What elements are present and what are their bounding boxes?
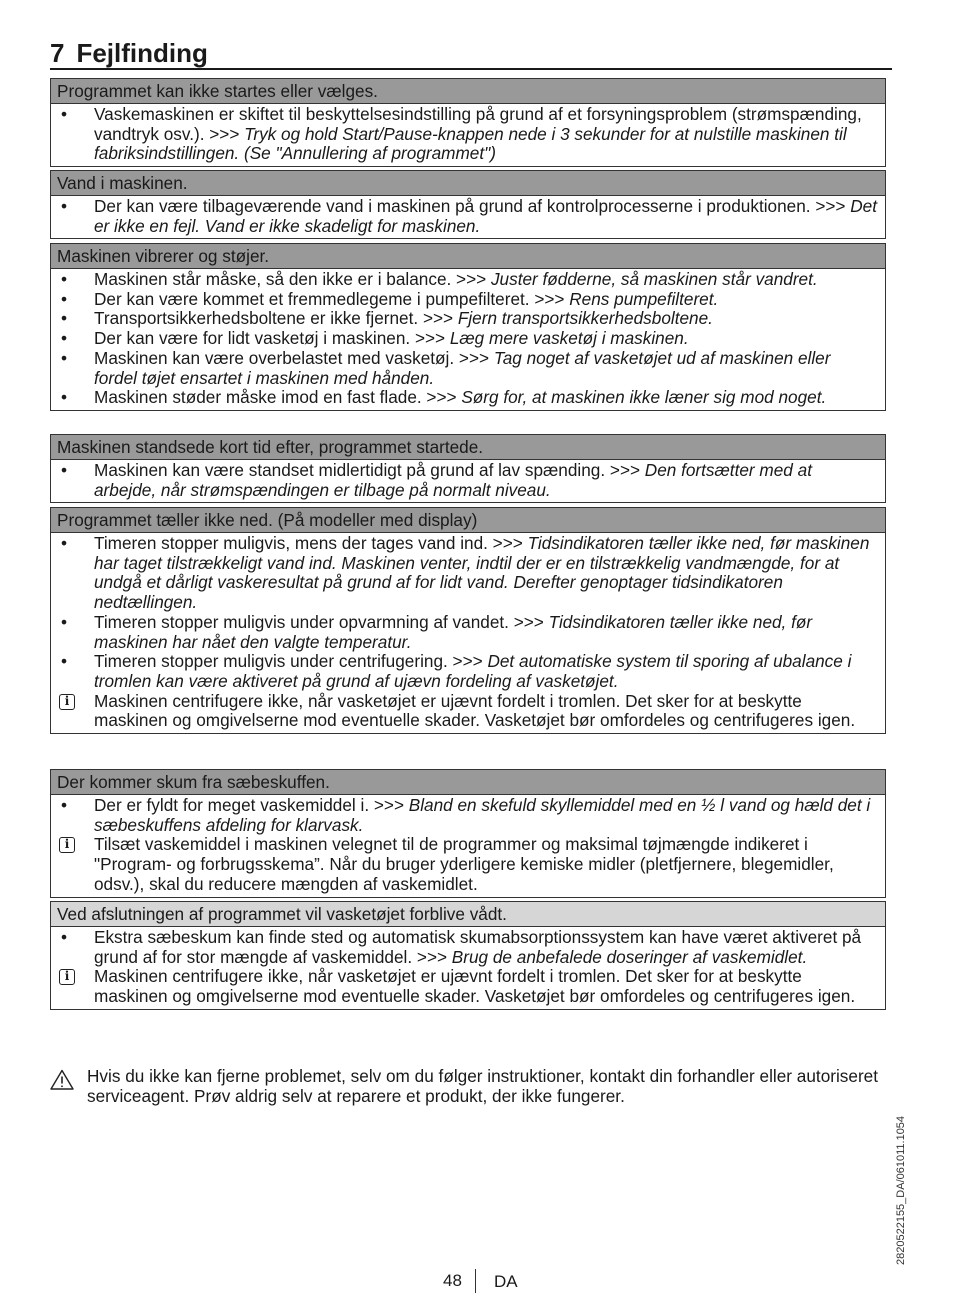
cause-text: Transportsikkerhedsboltene er ikke fjernet. >>> xyxy=(94,308,458,329)
bullet-mark: • xyxy=(61,651,68,672)
info-icon: i xyxy=(59,694,75,710)
trouble-block xyxy=(50,78,886,167)
info-icon: i xyxy=(59,969,75,985)
section-title: Fejlfinding xyxy=(76,38,208,68)
trouble-block xyxy=(50,434,886,503)
cause-text: Der kan være for lidt vasketøj i maskinen. >>> xyxy=(94,328,450,349)
trouble-block xyxy=(50,507,886,734)
remedy-text: Læg mere vasketøj i maskinen. xyxy=(449,328,689,349)
list-item xyxy=(57,461,877,500)
section-heading xyxy=(50,38,892,70)
note-text: Maskinen centrifugere ikke, når vasketøjet er ujævnt fordelt i tromlen. Det sker for at beskytte maskinen og omgivelserne mod eventuelle skader. Vasketøjet bør omfordeles og centrifugeres igen. xyxy=(94,690,856,731)
trouble-block xyxy=(50,243,886,411)
trouble-block xyxy=(50,769,886,898)
cause-text: Vaskemaskinen er skiftet til beskyttelsesindstilling på grund af et forsyningsproblem (strømspænding, vandtryk osv.). >>> xyxy=(94,104,862,144)
info-item xyxy=(57,692,877,731)
remedy-text: Juster fødderne, så maskinen står vandret. xyxy=(490,269,818,289)
problem-header: Vand i maskinen. xyxy=(51,170,885,196)
remedy-text: Det er ikke en fejl. Vand er ikke skadeligt for maskinen. xyxy=(94,196,877,236)
remedy-text: Tidsindikatoren tæller ikke ned, før maskinen har taget tilstrækkeligt vand ind. Maskinen venter, indtil der er en tilstrækkelig vandmængde, for at undgå et dårligt vaskeresultat på grund af for lidt vand. Derefter genoptager tidsindikatoren nedtællingen. xyxy=(94,533,870,613)
bullet-mark: • xyxy=(61,927,68,947)
bullet-mark: • xyxy=(61,347,68,368)
bullet-mark: • xyxy=(61,387,68,408)
problem-header: Der kommer skum fra sæbeskuffen. xyxy=(51,769,885,795)
cause-text: Maskinen støder måske imod en fast flade. >>> xyxy=(94,387,462,408)
bullet-mark: • xyxy=(61,328,68,349)
list-item xyxy=(57,534,877,613)
note-text: Tilsæt vaskemiddel i maskinen velegnet til de programmer og maksimal tøjmængde indikeret i "Program- og forbrugsskema”. Når du bruger yderligere kemiske midler (pletfjernere, blegemidler, odsv.), skal du reducere mængden af vaskemidlet. xyxy=(94,834,834,894)
info-item xyxy=(57,835,877,894)
remedy-text: Den fortsætter med at arbejde, når strømspændingen er tilbage på normalt niveau. xyxy=(94,460,812,500)
remedy-text: Tag noget af vasketøjet ud af maskinen eller fordel tøjet ensartet i maskinen med hånden. xyxy=(94,347,831,388)
remedy-text: Bland en skefuld skyllemiddel med en ½ l vand og hæld det i sæbeskuffens afdeling for klarvask. xyxy=(94,795,871,835)
list-item xyxy=(57,309,877,329)
list-item xyxy=(57,652,877,691)
remedy-text: Fjern transportsikkerhedsboltene. xyxy=(457,308,713,329)
language-code: DA xyxy=(494,1272,518,1291)
page-number: 48 xyxy=(443,1271,462,1290)
bullet-mark: • xyxy=(61,196,68,216)
remedy-text: Rens pumpefilteret. xyxy=(569,288,719,309)
warning-note xyxy=(50,1067,907,1106)
section-number: 7 xyxy=(50,38,65,68)
bullet-mark: • xyxy=(61,533,68,553)
cause-text: Timeren stopper muligvis, mens der tages vand ind. >>> xyxy=(94,533,528,553)
list-item xyxy=(57,105,877,164)
info-item xyxy=(57,967,877,1006)
list-item xyxy=(57,349,877,388)
cause-text: Maskinen står måske, så den ikke er i balance. >>> xyxy=(94,269,491,289)
warning-triangle-icon xyxy=(50,1069,74,1090)
list-item xyxy=(57,388,877,408)
list-item xyxy=(57,329,877,349)
list-item xyxy=(57,928,877,967)
cause-text: Maskinen kan være overbelastet med vasketøj. >>> xyxy=(94,347,494,368)
list-item xyxy=(57,270,877,290)
list-item xyxy=(57,290,877,310)
info-icon: i xyxy=(59,837,75,853)
bullet-mark: • xyxy=(61,104,68,124)
note-text: Maskinen centrifugere ikke, når vasketøjet er ujævnt fordelt i tromlen. Det sker for at beskytte maskinen og omgivelserne mod eventuelle skader. Vasketøjet bør omfordeles og centrifugeres igen. xyxy=(94,966,856,1007)
problem-header: Programmet kan ikke startes eller vælges. xyxy=(51,78,885,104)
cause-text: Der er fyldt for meget vaskemiddel i. >>> xyxy=(94,795,409,815)
cause-text: Ekstra sæbeskum kan finde sted og automatisk skumabsorptionssystem kan have været aktiveret på grund af for stor mængde af vaskemiddel. >>> xyxy=(94,927,862,967)
bullet-mark: • xyxy=(61,288,68,309)
trouble-block xyxy=(50,170,886,239)
document-code: 2820522155_DA/061011.1054 xyxy=(895,1115,907,1265)
cause-text: Der kan være kommet et fremmedlegeme i pumpefilteret. >>> xyxy=(94,288,570,309)
list-item xyxy=(57,796,877,835)
cause-text: Timeren stopper muligvis under opvarmning af vandet. >>> xyxy=(94,611,549,632)
warning-text: Hvis du ikke kan fjerne problemet, selv om du følger instruktioner, kontakt din forhandler eller autoriseret serviceagent. Prøv aldrig selv at reparere et produkt, der ikke fungerer. xyxy=(87,1066,879,1106)
list-item xyxy=(57,197,877,236)
problem-header: Maskinen standsede kort tid efter, programmet startede. xyxy=(51,434,885,460)
remedy-text: Tryk og hold Start/Pause-knappen nede i 3 sekunder for at nulstille maskinen til fabriksindstillingen. (Se "Annullering af programmet") xyxy=(94,123,847,164)
footer-divider xyxy=(475,1269,476,1293)
remedy-text: Brug de anbefalede doseringer af vaskemidlet. xyxy=(451,946,808,967)
cause-text: Timeren stopper muligvis under centrifugering. >>> xyxy=(94,651,488,672)
cause-text: Der kan være tilbageværende vand i maskinen på grund af kontrolprocesserne i produktionen. >>> xyxy=(94,196,851,216)
remedy-text: Sørg for, at maskinen ikke læner sig mod noget. xyxy=(461,387,827,408)
bullet-mark: • xyxy=(61,795,68,815)
trouble-block xyxy=(50,901,886,1010)
remedy-text: Det automatiske system til sporing af ubalance i tromlen kan være aktiveret på grund af ujævn fordeling af vasketøjet. xyxy=(94,651,852,691)
problem-header: Programmet tæller ikke ned. (På modeller med display) xyxy=(51,507,885,533)
page-footer xyxy=(0,1269,954,1293)
problem-header: Ved afslutningen af programmet vil vasketøjet forblive vådt. xyxy=(51,901,885,927)
bullet-mark: • xyxy=(61,611,68,632)
bullet-mark: • xyxy=(61,308,68,329)
bullet-mark: • xyxy=(61,460,68,480)
remedy-text: Tidsindikatoren tæller ikke ned, før maskinen har nået den valgte temperatur. xyxy=(94,611,813,652)
problem-header: Maskinen vibrerer og støjer. xyxy=(51,243,885,269)
cause-text: Maskinen kan være standset midlertidigt på grund af lav spænding. >>> xyxy=(94,460,645,480)
bullet-mark: • xyxy=(61,269,68,289)
list-item xyxy=(57,613,877,652)
